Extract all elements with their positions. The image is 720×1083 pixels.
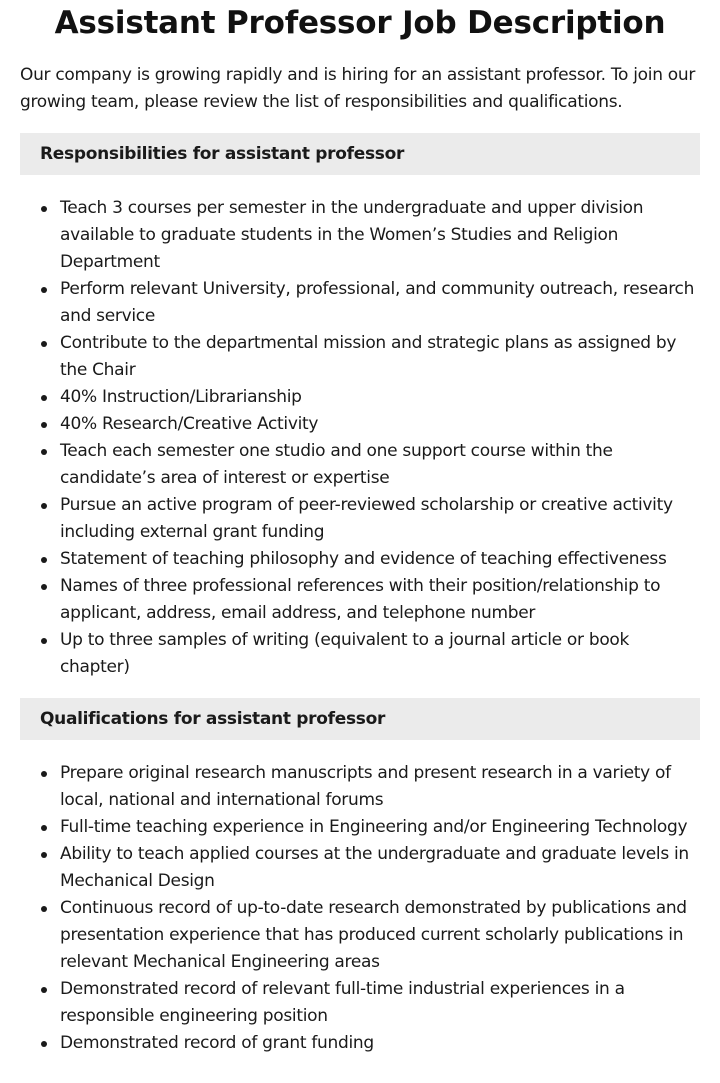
bullet-icon [41,584,47,590]
list-item: Teach each semester one studio and one support course within the candidate’s area of interest or expertise [20,438,700,492]
bullet-icon [41,906,47,912]
list-item: 40% Research/Creative Activity [20,411,700,438]
bullet-icon [41,449,47,455]
list-item: Contribute to the departmental mission and strategic plans as assigned by the Chair [20,330,700,384]
list-item: Prepare original research manuscripts and present research in a variety of local, national and international forums [20,760,700,814]
list-item: Pursue an active program of peer-reviewed scholarship or creative activity including external grant funding [20,492,700,546]
page-title: Assistant Professor Job Description [54,5,666,41]
list-item: Demonstrated record of grant funding [20,1030,700,1057]
list-item: Teach 3 courses per semester in the undergraduate and upper division available to graduate students in the Women’s Studies and Religion Department [20,195,700,276]
bullet-icon [41,638,47,644]
bullet-icon [41,341,47,347]
bullet-icon [41,395,47,401]
bullet-icon [41,422,47,428]
bullet-icon [41,206,47,212]
qualifications-list [20,760,700,1057]
qualifications-heading: Qualifications for assistant professor [40,709,386,729]
list-item: Names of three professional references with their position/relationship to applicant, address, email address, and telephone number [20,573,700,627]
responsibilities-header [20,133,700,175]
list-item: Statement of teaching philosophy and evidence of teaching effectiveness [20,546,700,573]
list-item: Full-time teaching experience in Engineering and/or Engineering Technology [20,814,700,841]
bullet-icon [41,1041,47,1047]
bullet-icon [41,987,47,993]
list-item: 40% Instruction/Librarianship [20,384,700,411]
bullet-icon [41,503,47,509]
list-item: Demonstrated record of relevant full-time industrial experiences in a responsible engineering position [20,976,700,1030]
responsibilities-list [20,195,700,681]
bullet-icon [41,287,47,293]
intro-paragraph: Our company is growing rapidly and is hiring for an assistant professor. To join our growing team, please review the list of responsibilities and qualifications. [20,65,696,112]
list-item: Up to three samples of writing (equivalent to a journal article or book chapter) [20,627,700,681]
list-item: Perform relevant University, professional, and community outreach, research and service [20,276,700,330]
list-item: Ability to teach applied courses at the undergraduate and graduate levels in Mechanical Design [20,841,700,895]
bullet-icon [41,771,47,777]
bullet-icon [41,852,47,858]
qualifications-header [20,698,700,740]
responsibilities-heading: Responsibilities for assistant professor [40,144,405,164]
list-item: Continuous record of up-to-date research demonstrated by publications and presentation experience that has produced current scholarly publications in relevant Mechanical Engineering areas [20,895,700,976]
bullet-icon [41,825,47,831]
bullet-icon [41,557,47,563]
